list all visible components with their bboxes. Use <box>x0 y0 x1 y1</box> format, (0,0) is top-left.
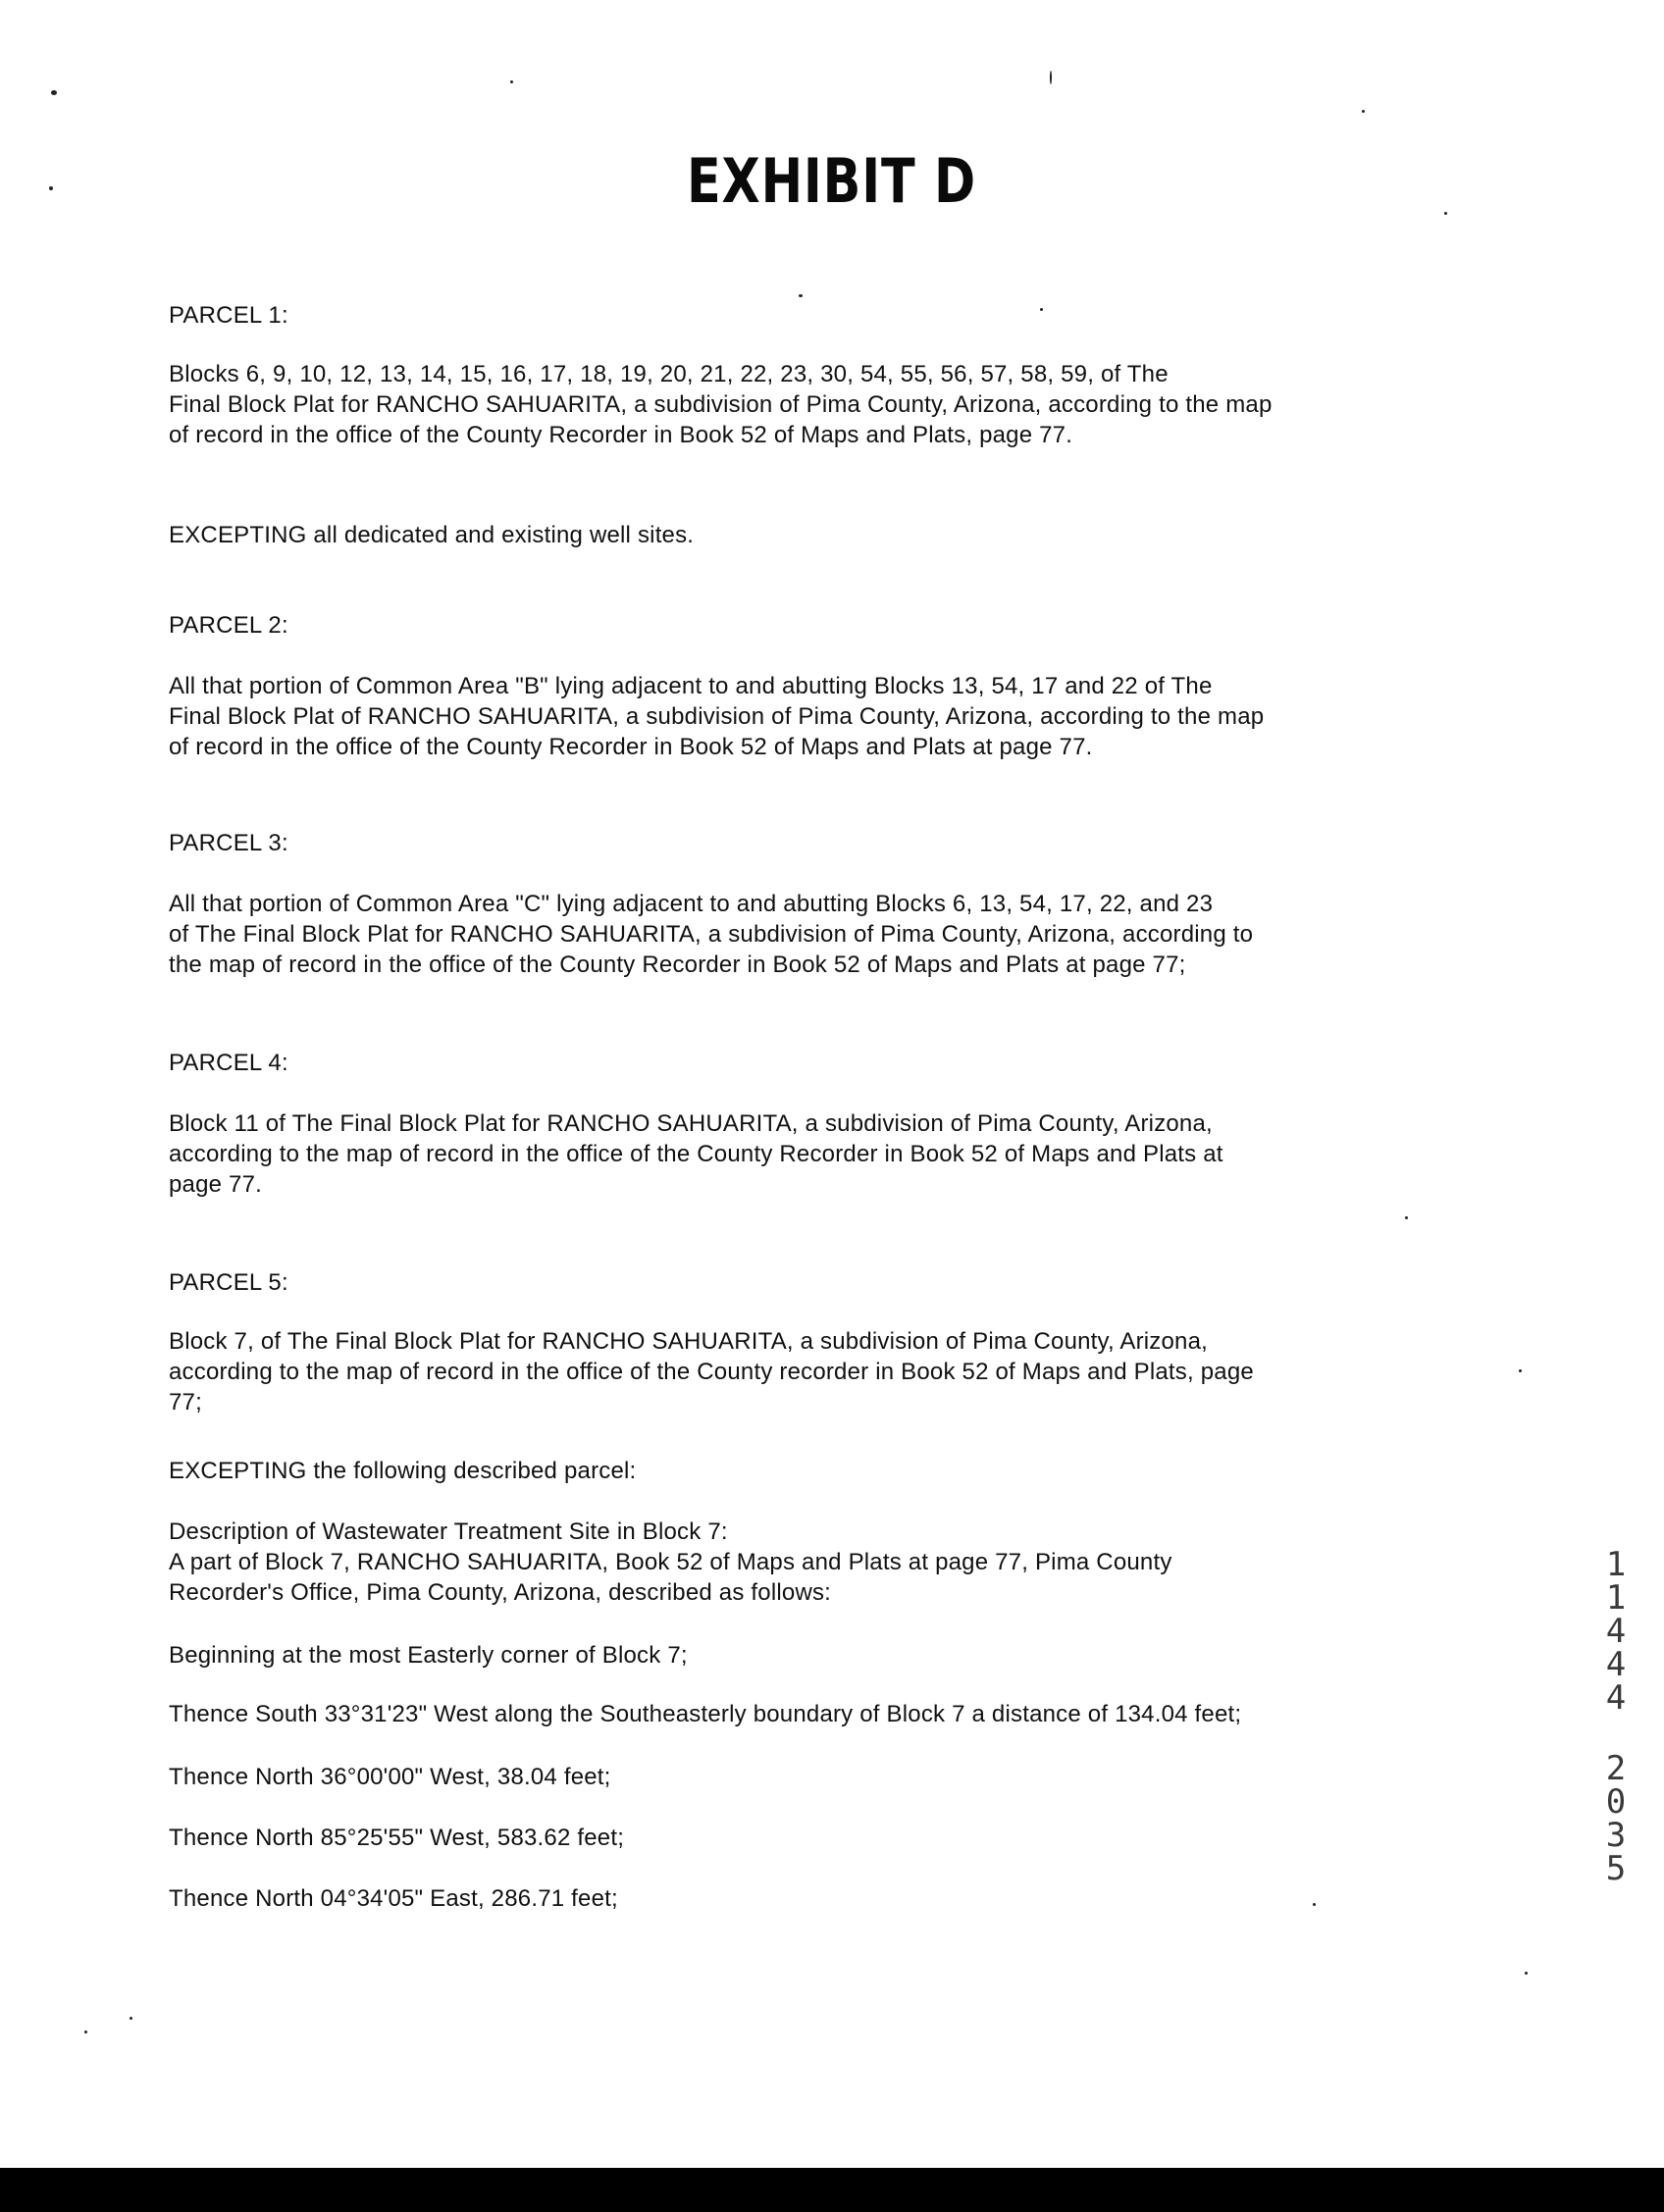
scan-speck <box>1050 71 1052 84</box>
page-title: EXHIBIT D <box>687 145 977 217</box>
parcel-4-text <box>169 1108 1444 1200</box>
course-line: Thence North 04°34'05" East, 286.71 feet; <box>169 1885 618 1912</box>
parcel-2-line: of record in the office of the County Recorder in Book 52 of Maps and Plats at page 77. <box>169 734 1093 760</box>
course-line: Thence South 33°31'23" West along the Southeasterly boundary of Block 7 a distance of 134.04 feet; <box>169 1701 1242 1727</box>
parcel-5-excepting: EXCEPTING the following described parcel: <box>169 1458 637 1484</box>
parcel-2-text <box>169 671 1444 762</box>
scan-speck <box>510 80 513 83</box>
course-line: Thence North 85°25'55" West, 583.62 feet; <box>169 1825 625 1851</box>
document-number-digit: 4 <box>1605 1678 1627 1718</box>
scan-bottom-edge <box>0 2168 1664 2212</box>
scan-speck <box>1040 308 1043 311</box>
parcel-2-line: All that portion of Common Area "B" lying adjacent to and abutting Blocks 13, 54, 17 and 22 of The <box>169 673 1213 699</box>
description-line: Description of Wastewater Treatment Site in Block 7: <box>169 1518 728 1545</box>
parcel-5-text <box>169 1326 1444 1417</box>
parcel-5-line: Block 7, of The Final Block Plat for RANCHO SAHUARITA, a subdivision of Pima County, Arizona, <box>169 1328 1209 1355</box>
scan-speck <box>130 2017 132 2020</box>
scan-speck <box>1405 1216 1408 1219</box>
scan-speck <box>84 2031 87 2033</box>
description-line: A part of Block 7, RANCHO SAHUARITA, Book 52 of Maps and Plats at page 77, Pima County <box>169 1549 1172 1575</box>
parcel-1-excepting: EXCEPTING all dedicated and existing well sites. <box>169 522 695 548</box>
scan-speck <box>1362 110 1365 113</box>
course-line: Thence North 36°00'00" West, 38.04 feet; <box>169 1764 611 1790</box>
document-number-digit: 4 <box>1605 1645 1627 1684</box>
parcel-5-line: according to the map of record in the office of the County recorder in Book 52 of Maps and Plats, page <box>169 1359 1254 1385</box>
parcel-3-line: the map of record in the office of the County Recorder in Book 52 of Maps and Plats at page 77; <box>169 952 1186 978</box>
document-number-bottom <box>1601 1749 1631 1888</box>
document-number-digit: 0 <box>1605 1782 1627 1822</box>
parcel-1-line: Blocks 6, 9, 10, 12, 13, 14, 15, 16, 17, 18, 19, 20, 21, 22, 23, 30, 54, 55, 56, 57, 58, 59, of The <box>169 361 1169 387</box>
scan-speck <box>49 186 53 190</box>
wastewater-site-description <box>169 1517 1444 1608</box>
parcel-5-heading: PARCEL 5: <box>169 1269 288 1296</box>
scan-speck <box>1519 1369 1522 1372</box>
document-number-digit: 3 <box>1605 1816 1627 1855</box>
scan-speck <box>1313 1903 1316 1906</box>
parcel-1-line: Final Block Plat for RANCHO SAHUARITA, a subdivision of Pima County, Arizona, according to the map <box>169 391 1273 418</box>
parcel-1-text <box>169 359 1444 450</box>
parcel-5-line: 77; <box>169 1389 202 1415</box>
parcel-3-line: of The Final Block Plat for RANCHO SAHUARITA, a subdivision of Pima County, Arizona, according to <box>169 921 1254 948</box>
scan-speck <box>1444 212 1447 215</box>
document-number-digit: 1 <box>1605 1578 1627 1618</box>
parcel-2-line: Final Block Plat of RANCHO SAHUARITA, a subdivision of Pima County, Arizona, according to the map <box>169 703 1265 730</box>
description-line: Recorder's Office, Pima County, Arizona, described as follows: <box>169 1579 832 1606</box>
document-number-top <box>1601 1545 1631 1718</box>
document-number-digit: 5 <box>1605 1849 1627 1888</box>
parcel-3-text <box>169 889 1444 980</box>
parcel-4-line: according to the map of record in the office of the County Recorder in Book 52 of Maps and Plats at <box>169 1141 1223 1167</box>
scan-speck <box>1525 1972 1528 1975</box>
beginning-point: Beginning at the most Easterly corner of Block 7; <box>169 1642 688 1669</box>
parcel-1-line: of record in the office of the County Recorder in Book 52 of Maps and Plats, page 77. <box>169 422 1073 448</box>
document-number-digit: 4 <box>1605 1612 1627 1651</box>
scan-speck <box>51 90 57 95</box>
parcel-3-heading: PARCEL 3: <box>169 830 288 856</box>
document-number-digit: 1 <box>1605 1545 1627 1584</box>
parcel-3-line: All that portion of Common Area "C" lying adjacent to and abutting Blocks 6, 13, 54, 17, 22, and 23 <box>169 891 1214 917</box>
scan-speck <box>799 294 803 297</box>
parcel-2-heading: PARCEL 2: <box>169 612 288 639</box>
parcel-4-heading: PARCEL 4: <box>169 1050 288 1076</box>
parcel-4-line: Block 11 of The Final Block Plat for RANCHO SAHUARITA, a subdivision of Pima County, Arizona, <box>169 1110 1213 1137</box>
parcel-4-line: page 77. <box>169 1171 263 1198</box>
parcel-1-heading: PARCEL 1: <box>169 302 288 329</box>
document-number-digit: 2 <box>1605 1749 1627 1788</box>
